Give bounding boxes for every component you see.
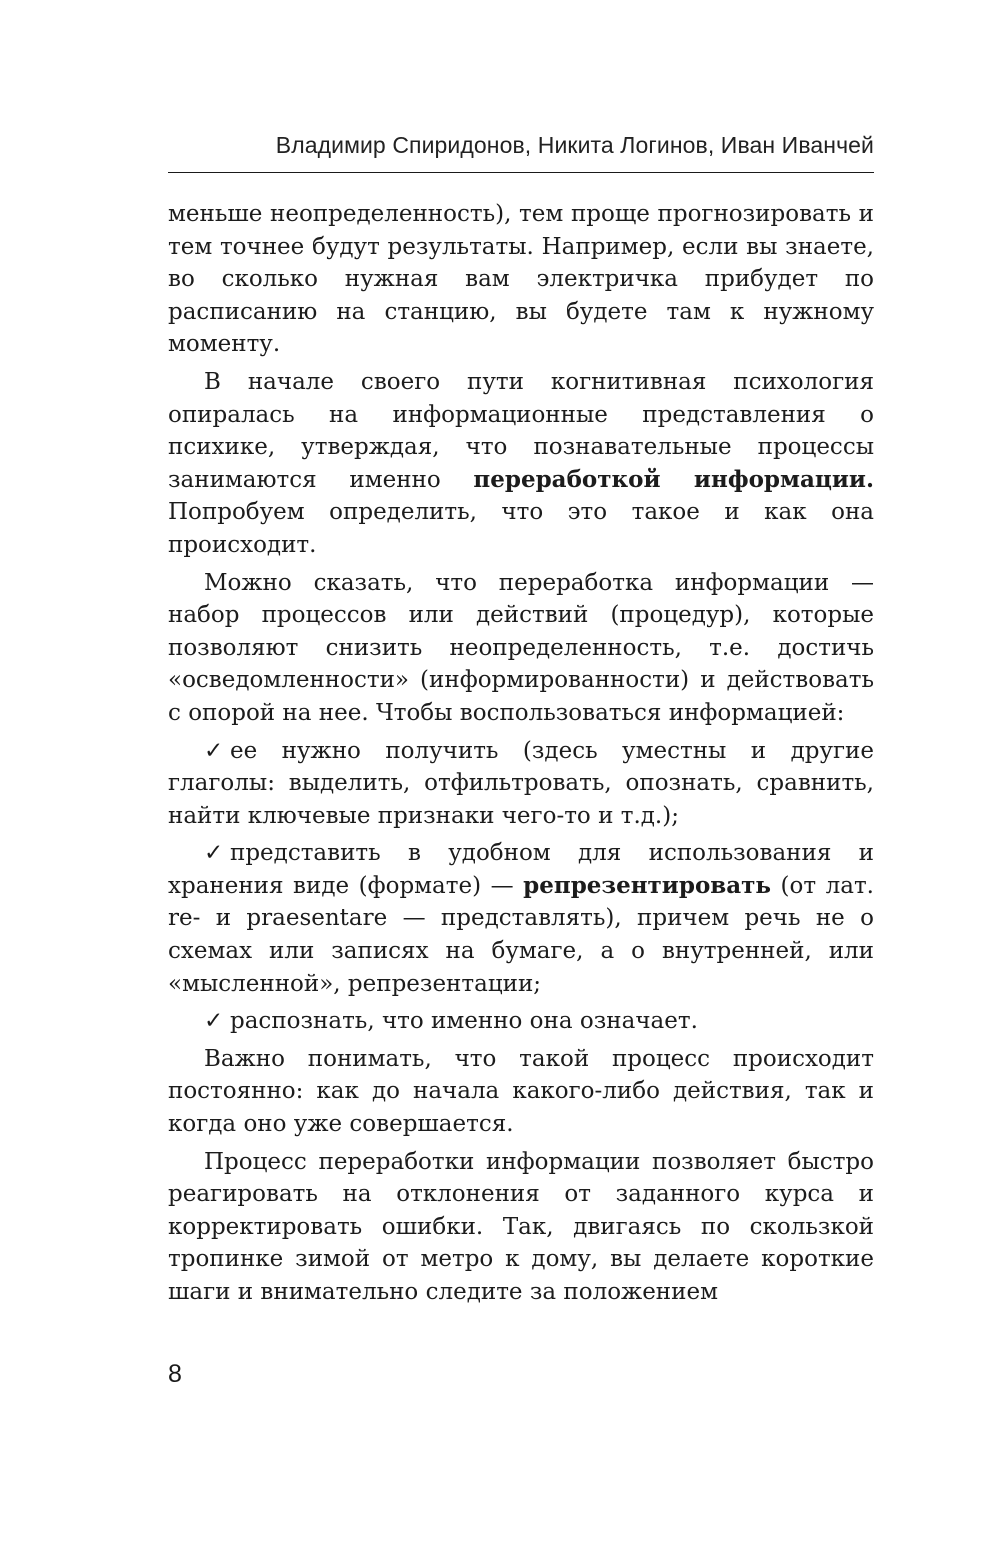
checkmark-icon: ✓ [204,1008,224,1035]
body-text [168,198,874,1314]
page-number: 8 [168,1360,182,1388]
checkmark-icon: ✓ [204,737,224,764]
list-item-3 [168,1005,874,1038]
header-divider [168,172,874,173]
paragraph-2 [168,366,874,562]
list-item-2 [168,837,874,1000]
paragraph-2-text-start: В начале своего пути когнитивная психология опиралась на информационные представления о психике, утверждая, что познавательные процессы занимаются именно [168,368,874,493]
list-item-1-text: ее нужно получить (здесь уместны и другие глаголы: выделить, отфильтровать, опознать, сравнить, найти ключевые признаки чего-то и т.д.); [168,737,874,829]
paragraph-1: меньше неопределенность), тем проще прогнозировать и тем точнее будут результаты. Например, если вы знаете, во сколько нужная вам электричка прибудет по расписанию на станцию, вы будете там к нужному моменту. [168,201,874,358]
running-header-authors: Владимир Спиридонов, Никита Логинов, Иван Иванчей [275,132,874,158]
list-item-2-text-end: (от лат. re- и praesentare — представлять), причем речь не о схемах или записях на бумаге, а о внутренней, или «мысленной», репрезентации; [168,872,874,997]
checkmark-icon: ✓ [204,840,224,867]
paragraph-2-text-end: Попробуем определить, что это такое и как она происходит. [168,499,874,558]
term-information-processing: переработкой информации. [473,465,874,493]
list-item-1 [168,735,874,833]
paragraph-3: Можно сказать, что переработка информации — набор процессов или действий (процедур), которые позволяют снизить неопределенность, т.е. достичь «осведомленности» (информированности) и действовать с опорой на нее. Чтобы воспользоваться информацией: [168,569,874,726]
paragraph-4: Важно понимать, что такой процесс происходит постоянно: как до начала какого-либо действия, так и когда оно уже совершается. [168,1045,874,1138]
paragraph-5: Процесс переработки информации позволяет быстро реагировать на отклонения от заданного курса и корректировать ошибки. Так, двигаясь по скользкой тропинке зимой от метро к дому, вы делаете короткие шаги и внимательно следите за положением [168,1148,874,1305]
list-item-3-text: распознать, что именно она означает. [230,1008,698,1035]
list-item-2-text-start: представить в удобном для использования и хранения виде (формате) — [168,840,874,899]
term-represent: репрезентировать [523,871,772,899]
